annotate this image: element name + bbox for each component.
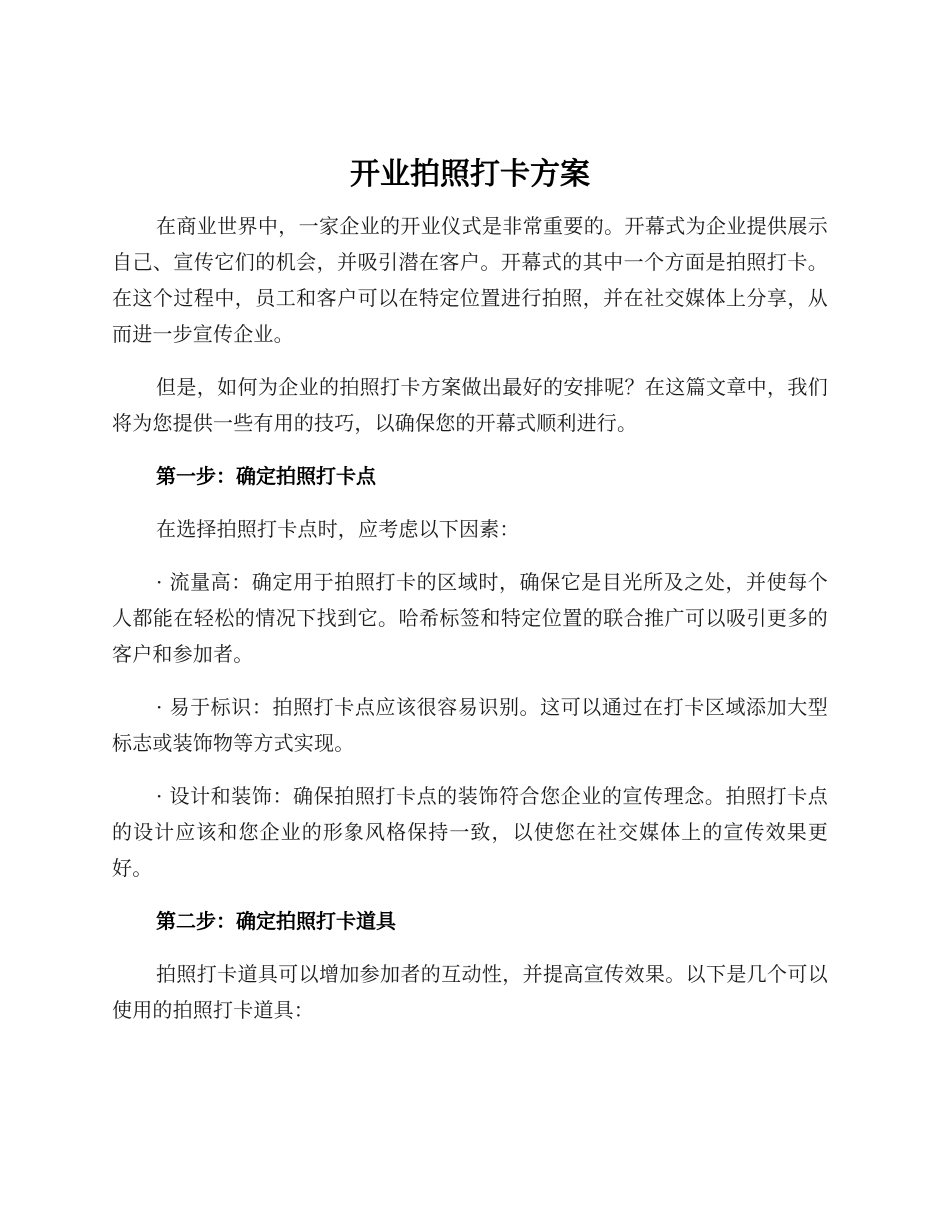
question-paragraph: 但是，如何为企业的拍照打卡方案做出最好的安排呢？在这篇文章中，我们将为您提供一些有用的技巧，以确保您的开幕式顺利进行。 [112,375,828,435]
document-title: 开业拍照打卡方案 [350,157,590,192]
factors-intro-paragraph: 在选择拍照打卡点时，应考虑以下因素： [156,517,520,541]
props-intro-paragraph: 拍照打卡道具可以增加参加者的互动性，并提高宣传效果。以下是几个可以使用的拍照打卡道具： [112,962,828,1022]
bullet-high-traffic: · 流量高：确定用于拍照打卡的区域时，确保它是目光所及之处，并使每个人都能在轻松的情况下找到它。哈希标签和特定位置的联合推广可以吸引更多的客户和参加者。 [112,570,828,666]
document-page [112,150,828,1045]
step-one-heading: 第一步：确定拍照打卡点 [156,464,376,488]
intro-paragraph: 在商业世界中，一家企业的开业仪式是非常重要的。开幕式为企业提供展示自己、宣传它们的机会，并吸引潜在客户。开幕式的其中一个方面是拍照打卡。在这个过程中，员工和客户可以在特定位置进行拍照，并在社交媒体上分享，从而进一步宣传企业。 [112,214,828,346]
bullet-easy-identify: · 易于标识：拍照打卡点应该很容易识别。这可以通过在打卡区域添加大型标志或装饰物等方式实现。 [112,695,828,755]
step-two-heading: 第二步：确定拍照打卡道具 [156,909,396,933]
bullet-design-decoration: · 设计和装饰：确保拍照打卡点的装饰符合您企业的宣传理念。拍照打卡点的设计应该和您企业的形象风格保持一致，以使您在社交媒体上的宣传效果更好。 [112,784,828,880]
